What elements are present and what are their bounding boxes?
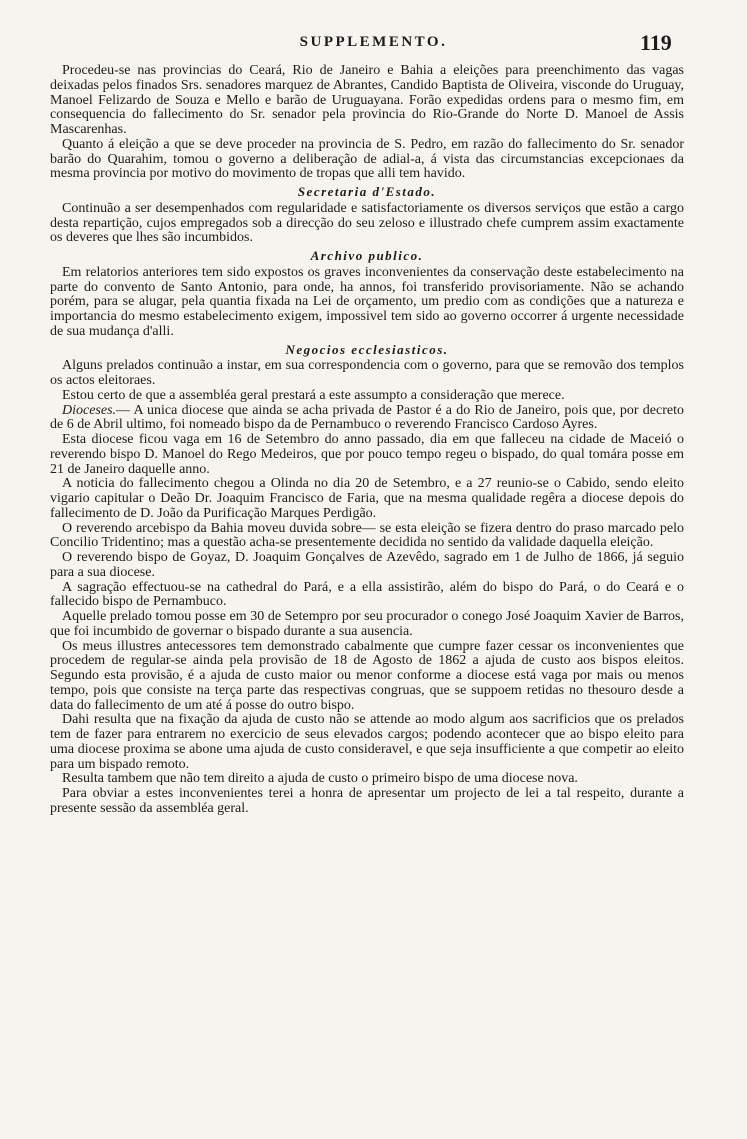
running-title: SUPPLEMENTO. bbox=[299, 34, 448, 50]
paragraph: O reverendo arcebispo da Bahia moveu duvida sobre— se esta eleição se fizera dentro do praso marcado pelo Concilio Tridentino; mas a questão acha-se presentemente decidida no sentido da validade daquella eleição. bbox=[50, 520, 684, 551]
paragraph: Para obviar a estes inconvenientes terei a honra de apresentar um projecto de lei a tal respeito, durante a presente sessão da assembléa geral. bbox=[50, 786, 684, 816]
section-heading: Secretaria d'Estado. bbox=[297, 184, 437, 199]
paragraph: Procedeu-se nas provincias do Ceará, Rio de Janeiro e Bahia a eleições para preenchimento das vagas deixadas pelos finados Srs. senadores marquez de Abrantes, Candido Baptista de Oliveira, visconde do Uruguay, Manoel Felizardo de Souza e Mello e barão de Uruguayana. Forão expedidas ordens para o mesmo fim, em consequencia do fallecimento do Sr. senador pela provincia do Rio-Grande do Norte D. Manoel de Assis Mascarenhas. bbox=[50, 63, 684, 137]
paragraph: Aquelle prelado tomou posse em 30 de Setempro por seu procurador o conego José Joaquim Xavier de Barros, que foi incumbido de governar o bispado durante a sua ausencia. bbox=[50, 609, 684, 639]
paragraph: Os meus illustres antecessores tem demonstrado cabalmente que cumpre fazer cessar os inconvenientes que procedem de regular-se ainda pela provisão de 18 de Agosto de 1862 a ajuda de custo aos bispos eleitos. Segundo esta provisão, é a ajuda de custo maior ou menor conforme a diocese está vaga por mais ou menos tempo, pois que consiste na terça parte das respectivas congruas, que se suppoem retidas no thesouro desde a data do fallecimento de um até á posse do outro bispo. bbox=[50, 638, 684, 713]
paragraph: A sagração effectuou-se na cathedral do Pará, e a ella assistirão, além do bispo do Pará, o do Ceará e o fallecido bispo de Pernambuco. bbox=[50, 579, 684, 610]
paragraph bbox=[50, 404, 684, 434]
paragraph: Esta diocese ficou vaga em 16 de Setembro do anno passado, dia em que falleceu na cidade de Maceió o reverendo bispo D. Manoel do Rego Medeiros, que por pouco tempo regeu o bispado, do qual tomára posse em 21 de Janeiro daquelle anno. bbox=[50, 432, 684, 477]
paragraph: O reverendo bispo de Goyaz, D. Joaquim Gonçalves de Azevêdo, sagrado em 1 de Julho de 1866, já seguio para a sua diocese. bbox=[50, 550, 684, 580]
page-header bbox=[0, 30, 747, 58]
paragraph: Dahi resulta que na fixação da ajuda de custo não se attende ao modo algum aos sacrificios que os prelados tem de fazer para entrarem no exercicio de seus elevados cargos; podendo acontecer que ao bispo eleito para uma diocese proxima se abone uma ajuda de custo consideravel, e que seja insufficiente a que competir ao eleito para um bispado remoto. bbox=[50, 712, 684, 772]
page-body bbox=[50, 64, 684, 817]
paragraph: A noticia do fallecimento chegou a Olinda no dia 20 de Setembro, e a 27 reunio-se o Cabido, sendo eleito vigario capitular o Deão Dr. Joaquim Francisco de Faria, que na mesma qualidade regêra a diocese depois do fallecimento de D. João da Purificação Marques Perdigão. bbox=[50, 476, 684, 521]
page-number: 119 bbox=[640, 30, 672, 55]
paragraph-text: — A unica diocese que ainda se acha privada de Pastor é a do Rio de Janeiro, pois que, por decreto de 6 de Abril ultimo, foi nomeado bispo da de Pernambuco o reverendo Francisco Cardoso Ayres. bbox=[50, 402, 684, 433]
paragraph: Continuão a ser desempenhados com regularidade e satisfactoriamente os diversos serviços que estão a cargo desta repartição, cujos empregados sob a direcção do seu zeloso e illustrado chefe cumprem assim exactamente os deveres que lhes são incumbidos. bbox=[50, 200, 684, 246]
paragraph-lead: Dioceses. bbox=[62, 402, 117, 418]
paragraph: Alguns prelados continuão a instar, em sua correspondencia com o governo, para que se removão dos templos os actos eleitoraes. bbox=[50, 358, 684, 388]
paragraph: Em relatorios anteriores tem sido expostos os graves inconvenientes da conservação deste estabelecimento na parte do convento de Santo Antonio, para onde, ha annos, foi transferido provisoriamente. Não se achando porém, para se alugar, pela quantia fixada na Lei de orçamento, um predio com as condições que a natureza e importancia do mesmo estabelecimento exigem, impossivel tem sido ao governo occorrer á urgente necessidade de sua mudança d'alli. bbox=[50, 264, 684, 339]
section-heading: Archivo publico. bbox=[310, 248, 424, 263]
paragraph: Resulta tambem que não tem direito a ajuda de custo o primeiro bispo de uma diocese nova. bbox=[62, 771, 578, 787]
paragraph: Quanto á eleição a que se deve proceder na provincia de S. Pedro, em razão do fallecimento do Sr. senador barão do Quarahim, tomou o governo a deliberação de adial-a, á vista das circumstancias excepcionaes da mesma provincia por motivo do movimento de tropas que alli tem havido. bbox=[50, 136, 684, 182]
paragraph: Estou certo de que a assembléa geral prestará a este assumpto a consideração que merece. bbox=[62, 387, 565, 403]
section-heading: Negocios ecclesiasticos. bbox=[285, 341, 449, 357]
